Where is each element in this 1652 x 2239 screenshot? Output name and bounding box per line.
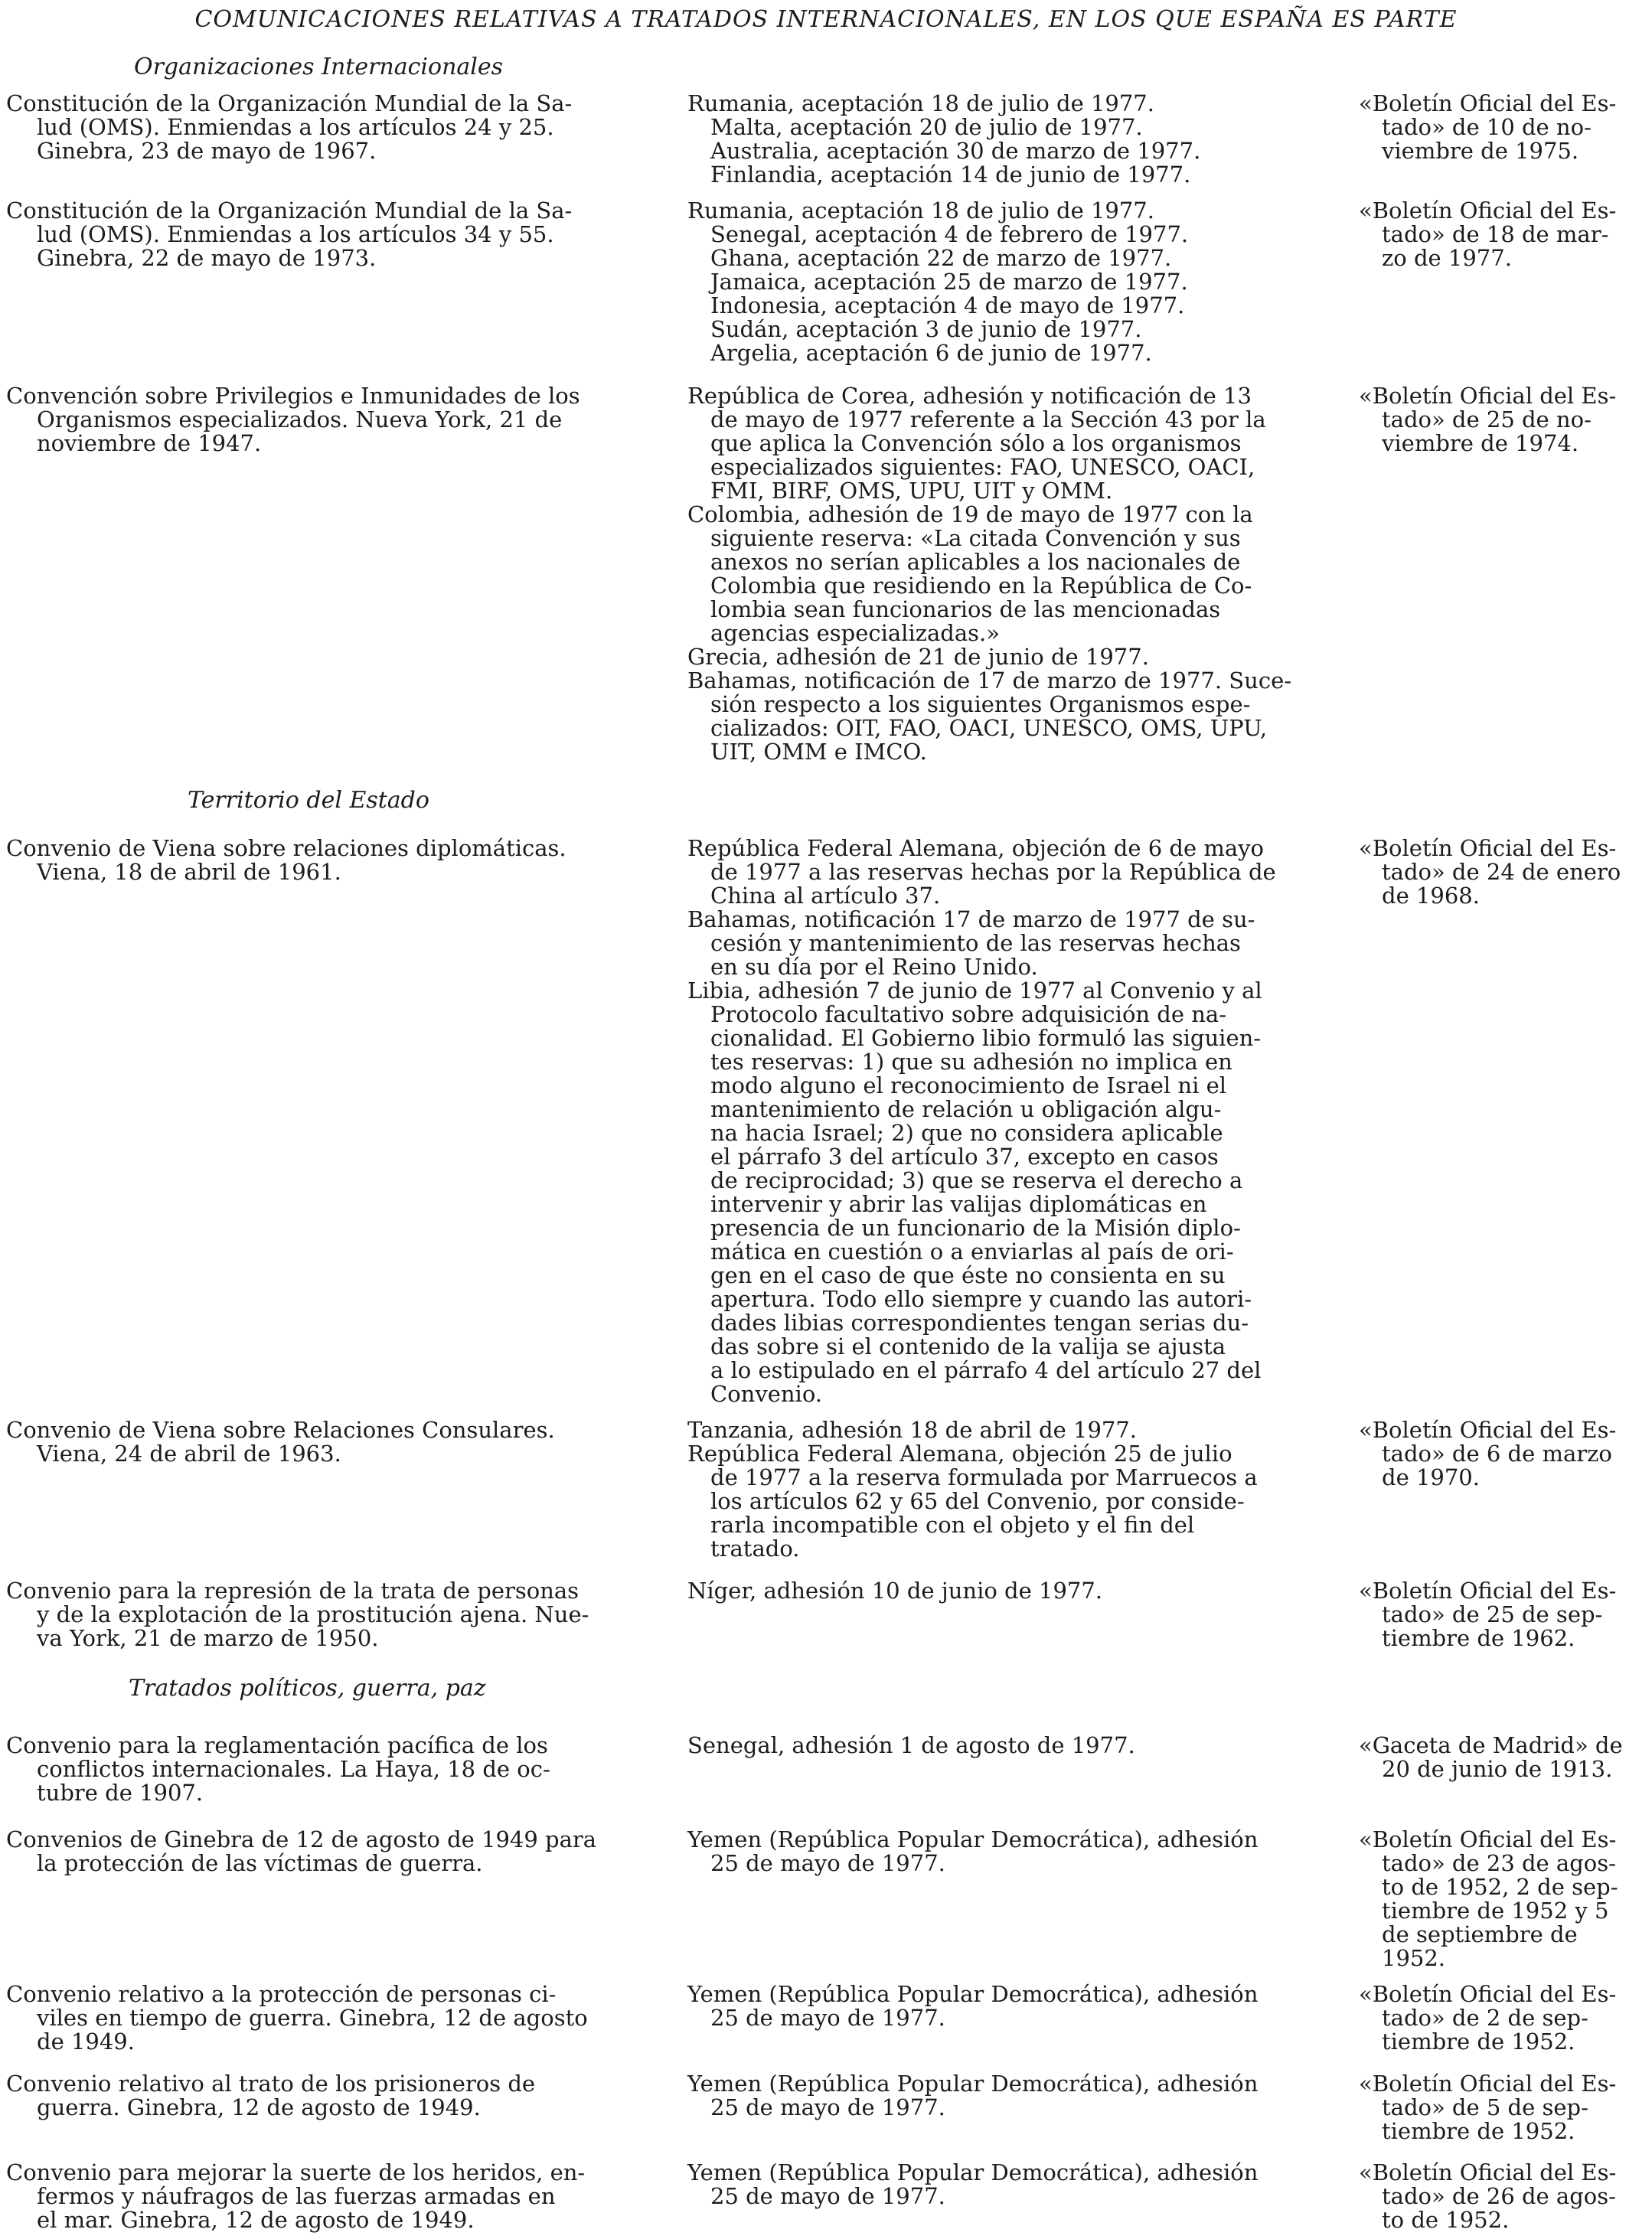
text-line: de 1968. — [1382, 883, 1480, 909]
text-line: de 1977 a la reserva formulada por Marruecos a — [710, 1464, 1258, 1490]
text-line: la protección de las víctimas de guerra. — [37, 1850, 483, 1876]
text-line: Libia, adhesión 7 de junio de 1977 al Convenio y al — [687, 978, 1262, 1004]
text-line: Malta, aceptación 20 de julio de 1977. — [710, 114, 1143, 140]
text-line: va York, 21 de marzo de 1950. — [37, 1625, 379, 1651]
text-line: República Federal Alemana, objeción 25 de julio — [687, 1441, 1232, 1467]
text-line: guerra. Ginebra, 12 de agosto de 1949. — [37, 2094, 481, 2120]
text-line: to de 1952, 2 de sep- — [1382, 1874, 1618, 1900]
text-line: Grecia, adhesión de 21 de junio de 1977. — [687, 644, 1149, 670]
text-line: «Boletín Oficial del Es- — [1359, 2071, 1617, 2097]
text-line: UIT, OMM e IMCO. — [710, 739, 927, 765]
boletin-reference — [1359, 837, 1650, 908]
text-line: tiembre de 1952 y 5 — [1382, 1898, 1609, 1924]
text-line: de mayo de 1977 referente a la Sección 43 por la — [710, 406, 1266, 432]
text-line: Convenios de Ginebra de 12 de agosto de 1949 para — [6, 1826, 597, 1852]
text-line: tado» de 25 de sep- — [1382, 1601, 1603, 1627]
boletin-reference — [1359, 199, 1650, 270]
text-line: Ginebra, 23 de mayo de 1967. — [37, 138, 377, 164]
text-line: cesión y mantenimiento de las reservas hechas — [710, 930, 1241, 956]
text-line: cializados: OIT, FAO, OACI, UNESCO, OMS, UPU, — [710, 715, 1268, 741]
text-line: na hacia Israel; 2) que no considera aplicable — [710, 1120, 1223, 1146]
text-line: en su día por el Reino Unido. — [710, 954, 1038, 980]
text-line: tado» de 25 de no- — [1382, 406, 1592, 432]
text-line: República Federal Alemana, objeción de 6 de mayo — [687, 835, 1264, 861]
treaty-title — [6, 1418, 649, 1466]
text-line: «Boletín Oficial del Es- — [1359, 1417, 1617, 1443]
page-header: COMUNICACIONES RELATIVAS A TRATADOS INTERNACIONALES, EN LOS QUE ESPAÑA ES PARTE — [194, 6, 1458, 33]
text-line: Convenio para la reglamentación pacífica de los — [6, 1732, 548, 1758]
treaty-title — [6, 92, 649, 163]
text-line: a lo estipulado en el párrafo 4 del artículo 27 del — [710, 1357, 1262, 1383]
text-line: 25 de mayo de 1977. — [710, 2005, 945, 2031]
treaty-title — [6, 1983, 649, 2054]
text-line: FMI, BIRF, OMS, UPU, UIT y OMM. — [710, 478, 1113, 504]
text-line: «Boletín Oficial del Es- — [1359, 1981, 1617, 2007]
text-line: de 1949. — [37, 2028, 135, 2055]
text-line: «Boletín Oficial del Es- — [1359, 383, 1617, 409]
text-line: Australia, aceptación 30 de marzo de 1977. — [710, 138, 1201, 164]
country-actions — [687, 1418, 1330, 1561]
country-actions — [687, 1734, 1330, 1758]
text-line: Senegal, aceptación 4 de febrero de 1977. — [710, 221, 1189, 247]
text-line: tado» de 18 de mar- — [1382, 221, 1609, 247]
text-line: zo de 1977. — [1382, 245, 1512, 271]
text-line: siguiente reserva: «La citada Convención y sus — [710, 525, 1241, 551]
text-line: Convención sobre Privilegios e Inmunidades de los — [6, 383, 580, 409]
text-line: Níger, adhesión 10 de junio de 1977. — [687, 1578, 1103, 1604]
treaty-title — [6, 2161, 649, 2232]
text-line: modo alguno el reconocimiento de Israel ni el — [710, 1072, 1227, 1098]
text-line: tiembre de 1962. — [1382, 1625, 1575, 1651]
text-line: el párrafo 3 del artículo 37, excepto en casos — [710, 1144, 1219, 1170]
text-line: Convenio relativo al trato de los prisioneros de — [6, 2071, 536, 2097]
text-line: Viena, 24 de abril de 1963. — [37, 1441, 341, 1467]
text-line: tado» de 24 de enero — [1382, 859, 1621, 885]
text-line: to de 1952. — [1382, 2207, 1510, 2233]
text-line: Finlandia, aceptación 14 de junio de 1977. — [710, 162, 1191, 188]
text-line: «Gaceta de Madrid» de — [1359, 1732, 1623, 1758]
country-actions — [687, 837, 1330, 1406]
section-heading: Organizaciones Internacionales — [134, 54, 504, 80]
text-line: y de la explotación de la prostitución ajena. Nue- — [37, 1601, 589, 1627]
text-line: mantenimiento de relación u obligación algu- — [710, 1096, 1222, 1122]
text-line: Jamaica, aceptación 25 de marzo de 1977. — [710, 269, 1188, 295]
text-line: tes reservas: 1) que su adhesión no implica en — [710, 1049, 1232, 1075]
text-line: «Boletín Oficial del Es- — [1359, 835, 1617, 861]
text-line: cionalidad. El Gobierno libio formuló las siguien- — [710, 1025, 1262, 1051]
text-line: Indonesia, aceptación 4 de mayo de 1977. — [710, 292, 1185, 318]
text-line: Tanzania, adhesión 18 de abril de 1977. — [687, 1417, 1138, 1443]
country-actions — [687, 1828, 1330, 1875]
text-line: dades libias correspondientes tengan serias du- — [710, 1310, 1249, 1336]
boletin-reference — [1359, 2161, 1650, 2232]
text-line: Convenio de Viena sobre relaciones diplomáticas. — [6, 835, 566, 861]
text-line: Organismos especializados. Nueva York, 21 de — [37, 406, 563, 432]
boletin-reference — [1359, 2072, 1650, 2143]
text-line: Yemen (República Popular Democrática), adhesión — [687, 1826, 1259, 1852]
text-line: tado» de 23 de agos- — [1382, 1850, 1616, 1876]
treaty-title — [6, 2072, 649, 2120]
text-line: Colombia, adhesión de 19 de mayo de 1977 con la — [687, 501, 1253, 527]
text-line: Colombia que residiendo en la República de Co- — [710, 573, 1252, 599]
text-line: Viena, 18 de abril de 1961. — [37, 859, 341, 885]
treaty-title — [6, 837, 649, 884]
text-line: presencia de un funcionario de la Misión diplo- — [710, 1215, 1241, 1241]
text-line: tado» de 5 de sep- — [1382, 2094, 1588, 2120]
text-line: Convenio para mejorar la suerte de los heridos, en- — [6, 2159, 586, 2185]
boletin-reference — [1359, 1418, 1650, 1490]
text-line: Argelia, aceptación 6 de junio de 1977. — [710, 340, 1152, 366]
text-line: Bahamas, notificación de 17 de marzo de 1977. Suce- — [687, 667, 1292, 694]
text-line: Rumania, aceptación 18 de julio de 1977. — [687, 197, 1154, 224]
text-line: República de Corea, adhesión y notificación de 13 — [687, 383, 1252, 409]
text-line: China al artículo 37. — [710, 883, 941, 909]
country-actions — [687, 199, 1330, 365]
text-line: lombia sean funcionarios de las mencionadas — [710, 596, 1221, 622]
text-line: mática en cuestión o a enviarlas al país de ori- — [710, 1239, 1234, 1265]
text-line: «Boletín Oficial del Es- — [1359, 197, 1617, 224]
text-line: «Boletín Oficial del Es- — [1359, 1578, 1617, 1604]
text-line: lud (OMS). Enmiendas a los artículos 34 y 55. — [37, 221, 554, 247]
text-line: de septiembre de — [1382, 1921, 1578, 1947]
text-line: Convenio relativo a la protección de personas ci- — [6, 1981, 557, 2007]
text-line: conflictos internacionales. La Haya, 18 de oc- — [37, 1756, 550, 1782]
text-line: viembre de 1974. — [1382, 430, 1579, 456]
text-line: apertura. Todo ello siempre y cuando las autori- — [710, 1286, 1252, 1312]
boletin-reference — [1359, 384, 1650, 455]
treaty-title — [6, 1579, 649, 1650]
text-line: Constitución de la Organización Mundial de la Sa- — [6, 197, 573, 224]
text-line: Protocolo facultativo sobre adquisición de na- — [710, 1001, 1227, 1027]
text-line: tiembre de 1952. — [1382, 2028, 1575, 2055]
treaty-title — [6, 384, 649, 455]
text-line: Yemen (República Popular Democrática), adhesión — [687, 1981, 1259, 2007]
text-line: 25 de mayo de 1977. — [710, 2183, 945, 2209]
text-line: «Boletín Oficial del Es- — [1359, 90, 1617, 116]
country-actions — [687, 384, 1330, 764]
country-actions — [687, 2072, 1330, 2120]
text-line: 1952. — [1382, 1945, 1446, 1971]
text-line: Convenio de Viena sobre Relaciones Consulares. — [6, 1417, 555, 1443]
boletin-reference — [1359, 1579, 1650, 1650]
text-line: viles en tiempo de guerra. Ginebra, 12 de agosto — [37, 2005, 588, 2031]
text-line: especializados siguientes: FAO, UNESCO, OACI, — [710, 454, 1255, 480]
text-line: intervenir y abrir las valijas diplomáticas en — [710, 1191, 1207, 1217]
text-line: el mar. Ginebra, 12 de agosto de 1949. — [37, 2207, 475, 2233]
text-line: Sudán, aceptación 3 de junio de 1977. — [710, 316, 1142, 342]
text-line: das sobre si el contenido de la valija se ajusta — [710, 1333, 1226, 1359]
text-line: 25 de mayo de 1977. — [710, 2094, 945, 2120]
text-line: Convenio para la represión de la trata de personas — [6, 1578, 580, 1604]
text-line: tado» de 10 de no- — [1382, 114, 1592, 140]
text-line: viembre de 1975. — [1382, 138, 1579, 164]
text-line: 20 de junio de 1913. — [1382, 1756, 1613, 1782]
boletin-reference — [1359, 92, 1650, 163]
text-line: los artículos 62 y 65 del Convenio, por conside- — [710, 1488, 1245, 1514]
text-line: Yemen (República Popular Democrática), adhesión — [687, 2071, 1259, 2097]
text-line: rarla incompatible con el objeto y el fin del — [710, 1512, 1195, 1538]
text-line: Rumania, aceptación 18 de julio de 1977. — [687, 90, 1154, 116]
treaty-title — [6, 1828, 649, 1875]
text-line: noviembre de 1947. — [37, 430, 262, 456]
text-line: Ginebra, 22 de mayo de 1973. — [37, 245, 377, 271]
country-actions — [687, 1983, 1330, 2030]
text-line: Bahamas, notificación 17 de marzo de 1977 de su- — [687, 906, 1255, 932]
text-line: de reciprocidad; 3) que se reserva el derecho a — [710, 1167, 1243, 1193]
text-line: Convenio. — [710, 1381, 822, 1407]
text-line: que aplica la Convención sólo a los organismos — [710, 430, 1242, 456]
text-line: tubre de 1907. — [37, 1780, 204, 1806]
text-line: tratado. — [710, 1536, 800, 1562]
country-actions — [687, 2161, 1330, 2208]
text-line: Constitución de la Organización Mundial de la Sa- — [6, 90, 573, 116]
text-line: anexos no serían aplicables a los nacionales de — [710, 549, 1241, 575]
text-line: 25 de mayo de 1977. — [710, 1850, 945, 1876]
boletin-reference — [1359, 1734, 1650, 1781]
section-heading: Territorio del Estado — [188, 787, 429, 814]
text-line: tado» de 26 de agos- — [1382, 2183, 1616, 2209]
text-line: de 1970. — [1382, 1464, 1480, 1490]
boletin-reference — [1359, 1828, 1650, 1970]
country-actions — [687, 1579, 1330, 1603]
text-line: tiembre de 1952. — [1382, 2118, 1575, 2144]
text-line: tado» de 2 de sep- — [1382, 2005, 1588, 2031]
boletin-reference — [1359, 1983, 1650, 2054]
text-line: tado» de 6 de marzo — [1382, 1441, 1612, 1467]
text-line: «Boletín Oficial del Es- — [1359, 2159, 1617, 2185]
text-line: lud (OMS). Enmiendas a los artículos 24 y 25. — [37, 114, 554, 140]
text-line: sión respecto a los siguientes Organismos espe- — [710, 691, 1251, 717]
text-line: gen en el caso de que éste no consienta en su — [710, 1262, 1226, 1288]
section-heading: Tratados políticos, guerra, paz — [129, 1675, 486, 1702]
text-line: Yemen (República Popular Democrática), adhesión — [687, 2159, 1259, 2185]
text-line: fermos y náufragos de las fuerzas armadas en — [37, 2183, 556, 2209]
country-actions — [687, 92, 1330, 187]
treaty-title — [6, 1734, 649, 1805]
text-line: de 1977 a las reservas hechas por la República de — [710, 859, 1276, 885]
text-line: agencias especializadas.» — [710, 620, 1000, 646]
text-line: Senegal, adhesión 1 de agosto de 1977. — [687, 1732, 1135, 1758]
text-line: Ghana, aceptación 22 de marzo de 1977. — [710, 245, 1172, 271]
treaty-title — [6, 199, 649, 270]
text-line: «Boletín Oficial del Es- — [1359, 1826, 1617, 1852]
